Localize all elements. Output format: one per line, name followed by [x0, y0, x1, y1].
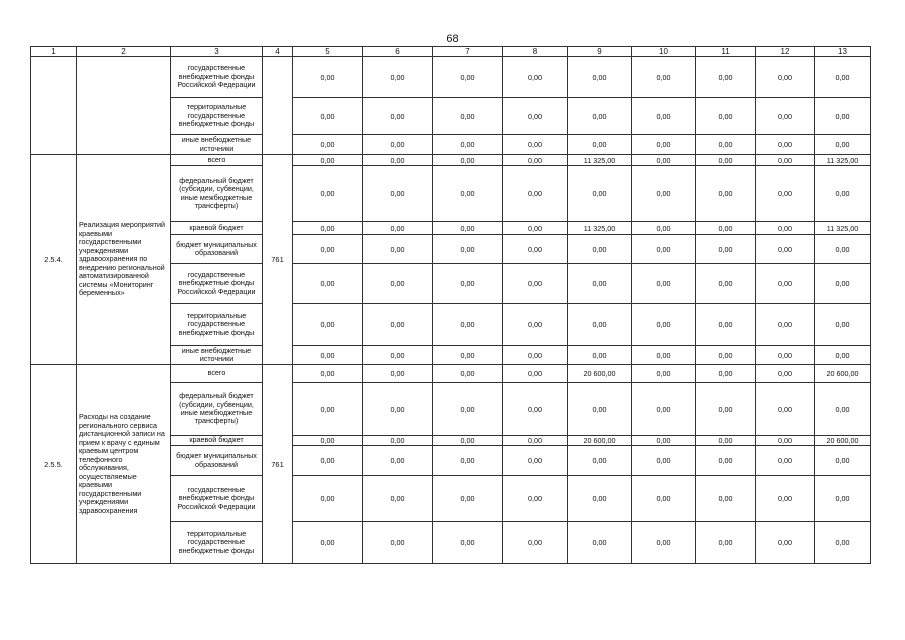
value-cell: 0,00 [756, 476, 815, 522]
table-row [31, 57, 871, 98]
funding-source: территориальные государственные внебюджетные фонды [171, 522, 263, 564]
value-cell: 0,00 [632, 365, 696, 383]
value-cell: 0,00 [756, 365, 815, 383]
value-cell: 0,00 [363, 346, 433, 365]
value-cell: 0,00 [632, 436, 696, 446]
value-cell: 0,00 [293, 166, 363, 222]
value-cell: 0,00 [696, 522, 756, 564]
table-row [31, 365, 871, 383]
value-cell: 0,00 [433, 346, 503, 365]
value-cell: 0,00 [696, 166, 756, 222]
value-cell: 0,00 [815, 135, 871, 155]
value-cell: 0,00 [568, 476, 632, 522]
value-cell: 0,00 [696, 383, 756, 436]
value-cell: 0,00 [433, 365, 503, 383]
value-cell: 0,00 [696, 155, 756, 166]
value-cell: 0,00 [433, 522, 503, 564]
value-cell: 0,00 [293, 235, 363, 264]
value-cell: 0,00 [696, 476, 756, 522]
value-cell: 0,00 [433, 264, 503, 304]
value-cell: 0,00 [696, 264, 756, 304]
empty-cell [263, 57, 293, 155]
value-cell: 0,00 [815, 264, 871, 304]
value-cell: 0,00 [503, 446, 568, 476]
funding-source: территориальные государственные внебюджетные фонды [171, 98, 263, 135]
funding-source: краевой бюджет [171, 436, 263, 446]
value-cell: 0,00 [363, 166, 433, 222]
funding-source: территориальные государственные внебюджетные фонды [171, 304, 263, 346]
value-cell: 0,00 [433, 155, 503, 166]
funding-source: всего [171, 155, 263, 166]
value-cell: 0,00 [696, 365, 756, 383]
value-cell: 0,00 [433, 98, 503, 135]
table-row [31, 155, 871, 166]
value-cell: 0,00 [632, 522, 696, 564]
value-cell: 11 325,00 [568, 155, 632, 166]
value-cell: 0,00 [363, 522, 433, 564]
table-body [31, 47, 871, 564]
value-cell: 0,00 [293, 346, 363, 365]
funding-source: бюджет муниципальных образований [171, 235, 263, 264]
value-cell: 0,00 [433, 166, 503, 222]
funding-source: федеральный бюджет (субсидии, субвенции, иные межбюджетные трансферты) [171, 383, 263, 436]
value-cell: 0,00 [568, 383, 632, 436]
value-cell: 0,00 [363, 235, 433, 264]
value-cell: 0,00 [433, 446, 503, 476]
value-cell: 0,00 [815, 304, 871, 346]
administrator-code: 761 [263, 155, 293, 365]
value-cell: 0,00 [293, 57, 363, 98]
value-cell: 0,00 [756, 235, 815, 264]
column-header: 4 [263, 47, 293, 57]
value-cell: 0,00 [756, 436, 815, 446]
value-cell: 0,00 [696, 346, 756, 365]
value-cell: 0,00 [696, 135, 756, 155]
value-cell: 20 600,00 [568, 365, 632, 383]
column-header: 3 [171, 47, 263, 57]
value-cell: 0,00 [632, 166, 696, 222]
value-cell: 0,00 [568, 346, 632, 365]
value-cell: 0,00 [568, 98, 632, 135]
value-cell: 0,00 [632, 155, 696, 166]
value-cell: 20 600,00 [815, 365, 871, 383]
value-cell: 0,00 [696, 304, 756, 346]
value-cell: 0,00 [756, 522, 815, 564]
value-cell: 0,00 [503, 304, 568, 346]
value-cell: 0,00 [503, 98, 568, 135]
value-cell: 0,00 [815, 235, 871, 264]
value-cell: 0,00 [815, 98, 871, 135]
funding-source: государственные внебюджетные фонды Российской Федерации [171, 57, 263, 98]
value-cell: 0,00 [815, 346, 871, 365]
value-cell: 0,00 [503, 522, 568, 564]
value-cell: 0,00 [503, 57, 568, 98]
value-cell: 0,00 [568, 135, 632, 155]
value-cell: 0,00 [293, 135, 363, 155]
value-cell: 0,00 [433, 235, 503, 264]
value-cell: 0,00 [433, 222, 503, 235]
funding-source: государственные внебюджетные фонды Российской Федерации [171, 264, 263, 304]
value-cell: 0,00 [815, 446, 871, 476]
value-cell: 0,00 [568, 264, 632, 304]
value-cell: 0,00 [632, 98, 696, 135]
column-header: 7 [433, 47, 503, 57]
value-cell: 0,00 [756, 135, 815, 155]
value-cell: 0,00 [815, 383, 871, 436]
value-cell: 0,00 [632, 222, 696, 235]
value-cell: 0,00 [363, 446, 433, 476]
value-cell: 0,00 [433, 304, 503, 346]
value-cell: 0,00 [696, 446, 756, 476]
column-header: 13 [815, 47, 871, 57]
value-cell: 0,00 [756, 57, 815, 98]
value-cell: 0,00 [293, 222, 363, 235]
funding-source: иные внебюджетные источники [171, 346, 263, 365]
header-row [31, 47, 871, 57]
value-cell: 0,00 [756, 446, 815, 476]
column-header: 8 [503, 47, 568, 57]
column-header: 11 [696, 47, 756, 57]
value-cell: 0,00 [433, 57, 503, 98]
value-cell: 0,00 [293, 155, 363, 166]
column-header: 9 [568, 47, 632, 57]
value-cell: 0,00 [696, 436, 756, 446]
value-cell: 0,00 [815, 57, 871, 98]
value-cell: 0,00 [568, 57, 632, 98]
value-cell: 0,00 [756, 166, 815, 222]
item-code: 2.5.5. [31, 365, 77, 564]
value-cell: 0,00 [756, 264, 815, 304]
value-cell: 0,00 [503, 383, 568, 436]
value-cell: 0,00 [632, 476, 696, 522]
funding-source: иные внебюджетные источники [171, 135, 263, 155]
value-cell: 0,00 [632, 304, 696, 346]
funding-source: всего [171, 365, 263, 383]
value-cell: 0,00 [433, 476, 503, 522]
empty-cell [77, 57, 171, 155]
value-cell: 0,00 [756, 155, 815, 166]
value-cell: 11 325,00 [815, 155, 871, 166]
value-cell: 0,00 [293, 365, 363, 383]
value-cell: 0,00 [632, 135, 696, 155]
value-cell: 0,00 [293, 383, 363, 436]
value-cell: 0,00 [293, 476, 363, 522]
value-cell: 0,00 [756, 346, 815, 365]
column-header: 2 [77, 47, 171, 57]
value-cell: 20 600,00 [815, 436, 871, 446]
value-cell: 0,00 [756, 304, 815, 346]
value-cell: 0,00 [632, 446, 696, 476]
item-code: 2.5.4. [31, 155, 77, 365]
column-header: 6 [363, 47, 433, 57]
value-cell: 0,00 [815, 166, 871, 222]
value-cell: 0,00 [363, 365, 433, 383]
value-cell: 0,00 [503, 476, 568, 522]
value-cell: 0,00 [632, 264, 696, 304]
funding-source: государственные внебюджетные фонды Российской Федерации [171, 476, 263, 522]
value-cell: 0,00 [503, 264, 568, 304]
value-cell: 0,00 [568, 446, 632, 476]
value-cell: 0,00 [503, 436, 568, 446]
value-cell: 0,00 [756, 98, 815, 135]
value-cell: 20 600,00 [568, 436, 632, 446]
funding-source: федеральный бюджет (субсидии, субвенции, иные межбюджетные трансферты) [171, 166, 263, 222]
value-cell: 0,00 [815, 522, 871, 564]
value-cell: 0,00 [363, 264, 433, 304]
funding-source: краевой бюджет [171, 222, 263, 235]
value-cell: 0,00 [363, 98, 433, 135]
value-cell: 0,00 [363, 155, 433, 166]
value-cell: 0,00 [568, 235, 632, 264]
item-description: Расходы на создание регионального сервиса дистанционной записи на прием к врачу с единым краевым центром телефонного обслуживания, осуществляемые краевыми государственными учреждениями здравоохранения [77, 365, 171, 564]
value-cell: 0,00 [815, 476, 871, 522]
value-cell: 0,00 [293, 436, 363, 446]
value-cell: 0,00 [363, 135, 433, 155]
column-header: 12 [756, 47, 815, 57]
value-cell: 0,00 [363, 383, 433, 436]
value-cell: 0,00 [433, 383, 503, 436]
value-cell: 0,00 [363, 476, 433, 522]
value-cell: 0,00 [503, 222, 568, 235]
empty-cell [31, 57, 77, 155]
column-header: 10 [632, 47, 696, 57]
value-cell: 0,00 [363, 436, 433, 446]
value-cell: 0,00 [293, 264, 363, 304]
value-cell: 0,00 [503, 235, 568, 264]
value-cell: 0,00 [293, 304, 363, 346]
value-cell: 0,00 [568, 522, 632, 564]
value-cell: 0,00 [293, 446, 363, 476]
value-cell: 0,00 [632, 383, 696, 436]
page-number: 68 [446, 33, 459, 45]
value-cell: 0,00 [756, 222, 815, 235]
administrator-code: 761 [263, 365, 293, 564]
value-cell: 0,00 [503, 155, 568, 166]
value-cell: 0,00 [756, 383, 815, 436]
value-cell: 0,00 [433, 135, 503, 155]
value-cell: 0,00 [363, 222, 433, 235]
value-cell: 11 325,00 [568, 222, 632, 235]
value-cell: 0,00 [632, 57, 696, 98]
funding-source: бюджет муниципальных образований [171, 446, 263, 476]
value-cell: 0,00 [568, 304, 632, 346]
value-cell: 0,00 [433, 436, 503, 446]
value-cell: 0,00 [696, 98, 756, 135]
value-cell: 0,00 [503, 346, 568, 365]
value-cell: 0,00 [293, 98, 363, 135]
value-cell: 0,00 [503, 166, 568, 222]
value-cell: 0,00 [696, 222, 756, 235]
value-cell: 0,00 [632, 235, 696, 264]
value-cell: 11 325,00 [815, 222, 871, 235]
value-cell: 0,00 [503, 365, 568, 383]
budget-table [30, 46, 871, 564]
value-cell: 0,00 [696, 57, 756, 98]
value-cell: 0,00 [363, 57, 433, 98]
column-header: 5 [293, 47, 363, 57]
value-cell: 0,00 [632, 346, 696, 365]
value-cell: 0,00 [363, 304, 433, 346]
value-cell: 0,00 [568, 166, 632, 222]
value-cell: 0,00 [293, 522, 363, 564]
column-header: 1 [31, 47, 77, 57]
value-cell: 0,00 [696, 235, 756, 264]
item-description: Реализация мероприятий краевыми государственными учреждениями здравоохранения по внедрению региональной автоматизированной системы «Мониторинг беременных» [77, 155, 171, 365]
value-cell: 0,00 [503, 135, 568, 155]
